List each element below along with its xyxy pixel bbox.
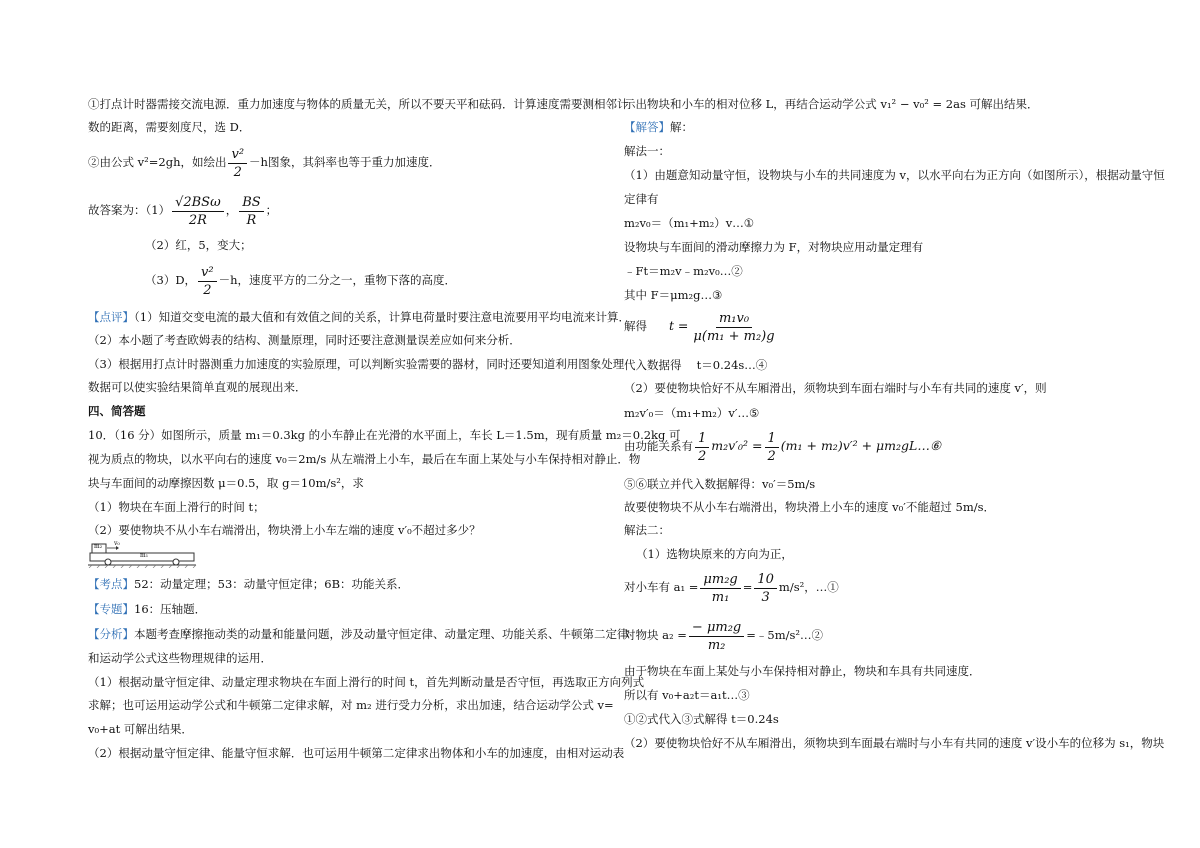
fraction-numerator: √2BSω (172, 195, 224, 212)
text-line: 解法二： (624, 523, 670, 537)
text-line: 数的距离，需要刻度尺，选 D． (88, 120, 251, 134)
text-line: （1）物块在车面上滑行的时间 t； (88, 500, 265, 514)
text-line: 数据可以使实验结果简单直观的展现出来． (88, 380, 307, 394)
fraction-numerator: v² (228, 147, 247, 164)
jieda-tag: 【解答】 (624, 120, 670, 134)
text-line: v₀+at 可解出结果． (88, 722, 193, 736)
text-segment: 解： (670, 120, 693, 134)
fraction-numerator: 10 (754, 572, 777, 589)
text-line: （2）要使物块恰好不从车厢滑出，须物块到车面右端时与小车有共同的速度 v′，则 (624, 381, 1047, 395)
text-line: 定律有 (624, 192, 659, 206)
text-line: （2）红，5，变大； (145, 238, 252, 252)
text-line: 和运动学公式这些物理规律的运用． (88, 651, 272, 665)
text-segment: =﹣5m/s²…② (746, 628, 824, 642)
answer-prefix: 故答案为：（1） (88, 203, 171, 217)
text-line: 10．（16 分）如图所示，质量 m₁＝0.3kg 的小车静止在光滑的水平面上，车长 L＝1.5m，现有质量 m₂＝0.2kg 可 (88, 428, 681, 442)
text-segment: 对小车有 a₁ = (624, 580, 699, 594)
fraction-numerator: m₁v₀ (716, 311, 752, 328)
equation-line: 代入数据得 t＝0.24s…④ (624, 358, 768, 372)
equation-line: m₂v′₀＝（m₁+m₂）v′…⑤ (624, 406, 760, 420)
text-line (88, 627, 629, 641)
text-segment: 对物块 a₂ = (624, 628, 687, 642)
fraction-numerator: 1 (695, 431, 709, 448)
equation-line: m₂v₀＝（m₁+m₂）v…① (624, 216, 755, 230)
fraction (754, 572, 777, 605)
fraction (228, 147, 247, 180)
fraction-denominator: 2 (233, 164, 242, 180)
fraction-denominator: 2 (698, 448, 707, 464)
cart-figure (88, 540, 198, 568)
fraction-numerator: μm₂g (700, 572, 740, 589)
fraction-denominator: m₁ (711, 589, 730, 605)
formula-line (624, 614, 823, 656)
fraction-denominator: 2 (203, 282, 212, 298)
text-segment: －h图象，其斜率也等于重力加速度． (249, 155, 441, 169)
fraction-denominator: 2 (767, 448, 776, 464)
fraction-denominator: m₂ (707, 637, 726, 653)
text-segment: m/s²，…① (778, 580, 839, 594)
fraction (239, 195, 263, 228)
text-segment: （1）知道交变电流的最大值和有效值之间的关系，计算电荷量时要注意电流要用平均电流来计算． (134, 310, 631, 324)
fraction-numerator: BS (239, 195, 263, 212)
math-segment: m₂v′₀² = (711, 438, 763, 453)
text-line: 设物块与车面间的滑动摩擦力为 F，对物块应用动量定理有 (624, 240, 924, 254)
text-segment: ②由公式 v²=2gh，如绘出 (88, 155, 227, 169)
text-line (88, 577, 409, 591)
text-line (88, 310, 630, 324)
text-segment: 本题考查摩擦拖动类的动量和能量问题，涉及动量守恒定律、动量定理、功能关系、牛顿第二定律 (134, 627, 629, 641)
text-line: （2）要使物块不从小车右端滑出，物块滑上小车左端的速度 v′₀不超过多少？ (88, 523, 481, 537)
math-segment: t = (668, 318, 689, 333)
equation-line: 其中 F＝μm₂g…③ (624, 288, 723, 302)
text-line: 故要使物块不从小车右端滑出，物块滑上小车的速度 v₀′不能超过 5m/s． (624, 500, 996, 514)
text-line: （1）由题意知动量守恒，设物块与小车的共同速度为 v，以水平向右为正方向（如图所示），根据动量守恒 (624, 168, 1165, 182)
text-line (624, 120, 693, 134)
fraction-numerator: 1 (765, 431, 779, 448)
equation-line: ⑤⑥联立并代入数据解得：v₀′＝5m/s (624, 477, 816, 491)
kaodian-tag: 【考点】 (88, 577, 134, 591)
text-segment: 解得 (624, 319, 647, 333)
text-line: 示出物块和小车的相对位移 L，再结合运动学公式 v₁² − v₀² = 2as 可解出结果． (624, 97, 1039, 111)
label-v0: v₀ (114, 540, 120, 547)
label-m2: m₂ (94, 543, 103, 550)
text-line: （2）要使物块恰好不从车厢滑出，须物块到车面最右端时与小车有共同的速度 v′设小车的位移为 s₁，物块 (624, 736, 1165, 750)
formula-line (624, 305, 780, 347)
text-line (88, 602, 206, 616)
fraction-numerator: v² (198, 265, 217, 282)
text-segment: 16：压轴题． (134, 602, 207, 616)
math-segment: (m₁ + m₂)v′² + μm₂gL…⑥ (780, 438, 942, 453)
right-column (600, 0, 1200, 848)
text-line: （1）根据动量守恒定律、动量定理求物块在车面上滑行的时间 t，首先判断动量是否守恒，再选取正方向列式 (88, 675, 645, 689)
text-line: 块与车面间的动摩擦因数 μ＝0.5，取 g＝10m/s²，求 (88, 476, 364, 490)
formula-line (88, 142, 440, 182)
text-segment: （3）D， (145, 273, 197, 287)
formula-line (624, 425, 941, 467)
fenxi-tag: 【分析】 (88, 627, 134, 641)
equation-line: ①②式代入③式解得 t＝0.24s (624, 712, 779, 726)
label-m1: m₁ (140, 552, 149, 559)
text-line: （1）选物块原来的方向为正， (636, 547, 793, 561)
answer-line: 故答案为：（1） $\frac{\text{√2BSω}}{2R}$ ， $\frac{BS}{R}$ ； (88, 194, 278, 228)
fraction (765, 431, 779, 464)
formula-line (624, 566, 839, 608)
text-line: 求解；也可运用运动学公式和牛顿第二定律求解，对 m₂ 进行受力分析，求出加速，结合运动学公式 v= (88, 698, 614, 712)
answer-line (145, 260, 456, 300)
text-line: （2）根据动量守恒定律、能量守恒求解．也可运用牛顿第二定律求出物体和小车的加速度，由相对运动表 (88, 746, 625, 760)
text-line: （3）根据用打点计时器测重力加速度的实验原理，可以判断实验需要的器材，同时还要知道利用图象处理 (88, 357, 625, 371)
text-segment: 由功能关系有 (624, 439, 693, 453)
fraction (689, 620, 744, 653)
dianping-tag: 【点评】 (88, 310, 134, 324)
fraction-denominator: 2R (188, 212, 207, 228)
fraction-denominator: μ(m₁ + m₂)g (693, 328, 775, 344)
fraction-denominator: 3 (761, 589, 770, 605)
fraction-denominator: R (246, 212, 257, 228)
fraction (198, 265, 217, 298)
fraction (172, 195, 224, 228)
text-line: （2）本小题了考查欧姆表的结构、测量原理，同时还要注意测量误差应如何来分析． (88, 333, 521, 347)
fraction (695, 431, 709, 464)
text-segment: 52：动量定理；53：动量守恒定律；6B：功能关系． (134, 577, 410, 591)
zhuanti-tag: 【专题】 (88, 602, 134, 616)
fraction (700, 572, 740, 605)
text-line: 视为质点的物块，以水平向右的速度 v₀＝2m/s 从左端滑上小车，最后在车面上某处与小车保持相对静止．物 (88, 452, 641, 466)
fraction-numerator: − μm₂g (689, 620, 744, 637)
fraction (690, 311, 777, 344)
text-segment: －h，速度平方的二分之一，重物下落的高度． (218, 273, 457, 287)
text-line: 解法一： (624, 144, 670, 158)
text-segment: = (742, 580, 753, 594)
section-heading: 四、简答题 (88, 404, 146, 418)
text-line: ①打点计时器需接交流电源．重力加速度与物体的质量无关，所以不要天平和砝码．计算速度需要测相邻计 (88, 97, 629, 111)
text-line: 由于物块在车面上某处与小车保持相对静止，物块和车具有共同速度． (624, 664, 981, 678)
equation-line: 所以有 v₀+a₂t＝a₁t…③ (624, 688, 750, 702)
equation-line: ﹣Ft＝m₂v﹣m₂v₀…② (624, 264, 743, 278)
